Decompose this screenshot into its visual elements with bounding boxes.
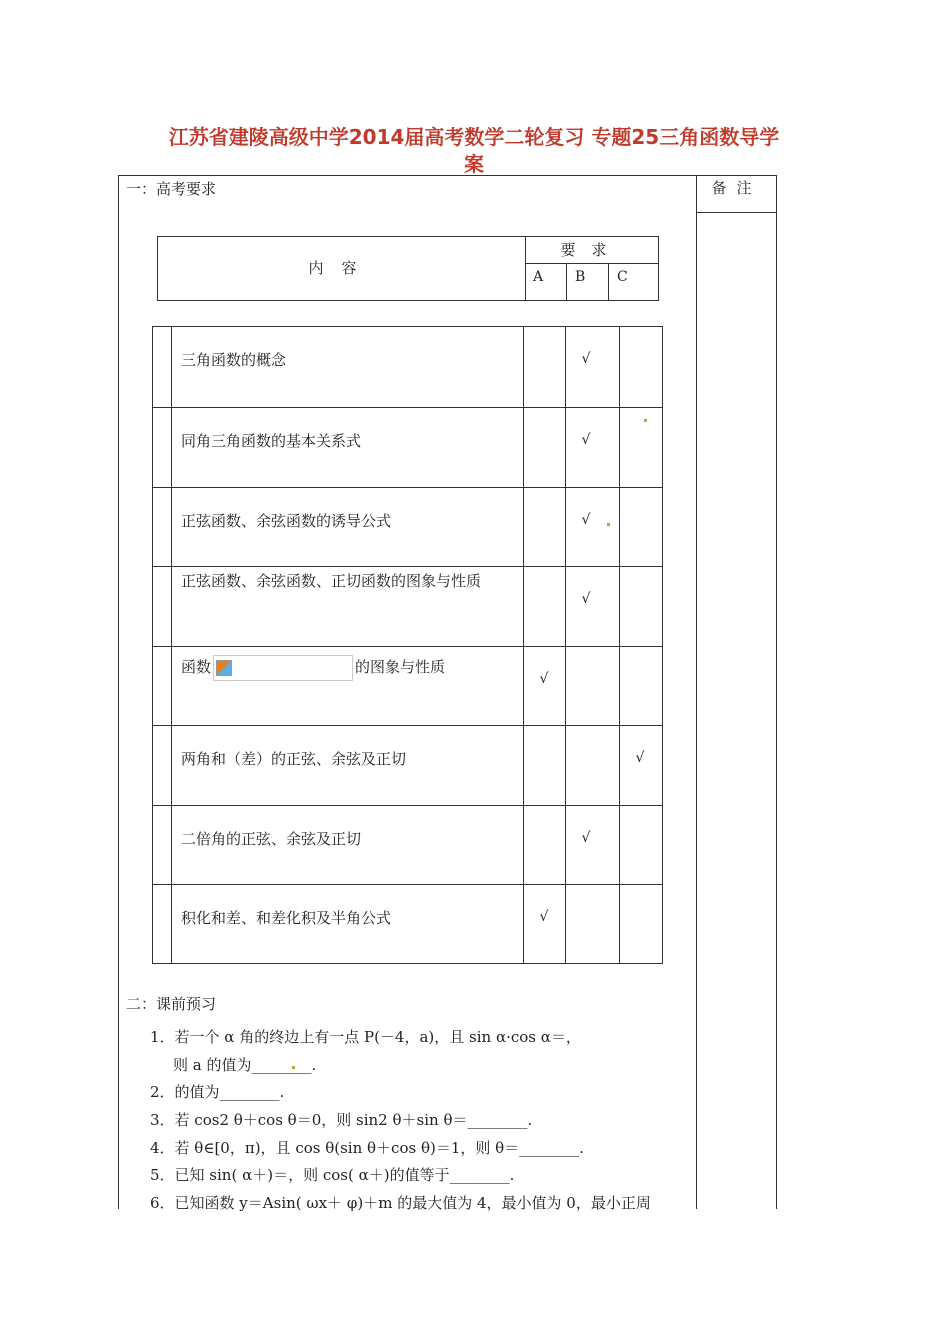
- level-b-header: B: [567, 264, 609, 300]
- table-row: [153, 646, 662, 726]
- exercise-line: 2．的值为________.: [150, 1083, 285, 1101]
- exercise-line: 6．已知函数 y＝Asin( ωx＋ φ)＋m 的最大值为 4，最小值为 0，最小正周: [150, 1194, 651, 1212]
- check-mark: √: [539, 671, 549, 687]
- formula-image-placeholder: [213, 655, 353, 681]
- check-mark: √: [581, 432, 591, 448]
- table-row: [153, 327, 662, 407]
- topic-name: 二倍角的正弦、余弦及正切: [181, 830, 362, 848]
- section-2-label: 二：课前预习: [126, 995, 217, 1013]
- table-row: [153, 566, 662, 646]
- check-mark: √: [581, 591, 591, 607]
- table-row: [153, 407, 662, 487]
- notes-header: 备注: [696, 175, 777, 213]
- topics-table: [152, 326, 663, 964]
- topic-name: 同角三角函数的基本关系式: [181, 432, 362, 450]
- topic-name: 正弦函数、余弦函数、正切函数的图象与性质: [181, 572, 482, 590]
- topic-name: 正弦函数、余弦函数的诱导公式: [181, 512, 392, 530]
- topic-name: 两角和（差）的正弦、余弦及正切: [181, 750, 407, 768]
- content-header: 内容: [158, 237, 526, 300]
- topic-name-prefix: 函数: [181, 658, 212, 676]
- speck: [644, 419, 647, 422]
- level-c-header: C: [617, 269, 628, 285]
- title-line-2: 案: [464, 152, 484, 176]
- table-row: [153, 805, 662, 885]
- exercise-line: 1．若一个 α 角的终边上有一点 P(－4，a)，且 sin α·cos α＝，: [150, 1028, 581, 1046]
- exercise-line: 5．已知 sin( α＋)＝，则 cos( α＋)的值等于________.: [150, 1166, 515, 1184]
- topic-name: [181, 655, 521, 681]
- table-row: [153, 487, 662, 567]
- table-row: [153, 725, 662, 805]
- topic-name: 三角函数的概念: [181, 351, 287, 369]
- requirement-header: 要求: [525, 237, 658, 264]
- level-a-header: A: [525, 264, 567, 300]
- exercise-line: 3．若 cos2 θ＋cos θ＝0，则 sin2 θ＋sin θ＝________.: [150, 1111, 533, 1129]
- exercise-line: 4．若 θ∈[0，π)，且 cos θ(sin θ＋cos θ)＝1，则 θ＝________.: [150, 1139, 584, 1157]
- notes-column: [696, 175, 777, 1209]
- topic-name-suffix: 的图象与性质: [355, 658, 446, 676]
- exercise-line: 则 a 的值为________.: [173, 1056, 317, 1074]
- section-1-label: 一：高考要求: [126, 180, 217, 198]
- topic-name: 积化和差、和差化积及半角公式: [181, 909, 392, 927]
- check-mark: √: [539, 909, 549, 925]
- title-line-1: 江苏省建陵高级中学2014届高考数学二轮复习 专题25三角函数导学: [168, 125, 780, 149]
- check-mark: √: [581, 830, 591, 846]
- requirement-header-table: [157, 236, 659, 301]
- broken-image-icon: [216, 660, 232, 676]
- check-mark: √: [581, 512, 591, 528]
- check-mark: √: [635, 750, 645, 766]
- check-mark: √: [581, 351, 591, 367]
- document-title: [118, 124, 830, 178]
- speck: [607, 523, 610, 526]
- table-row: [153, 884, 662, 964]
